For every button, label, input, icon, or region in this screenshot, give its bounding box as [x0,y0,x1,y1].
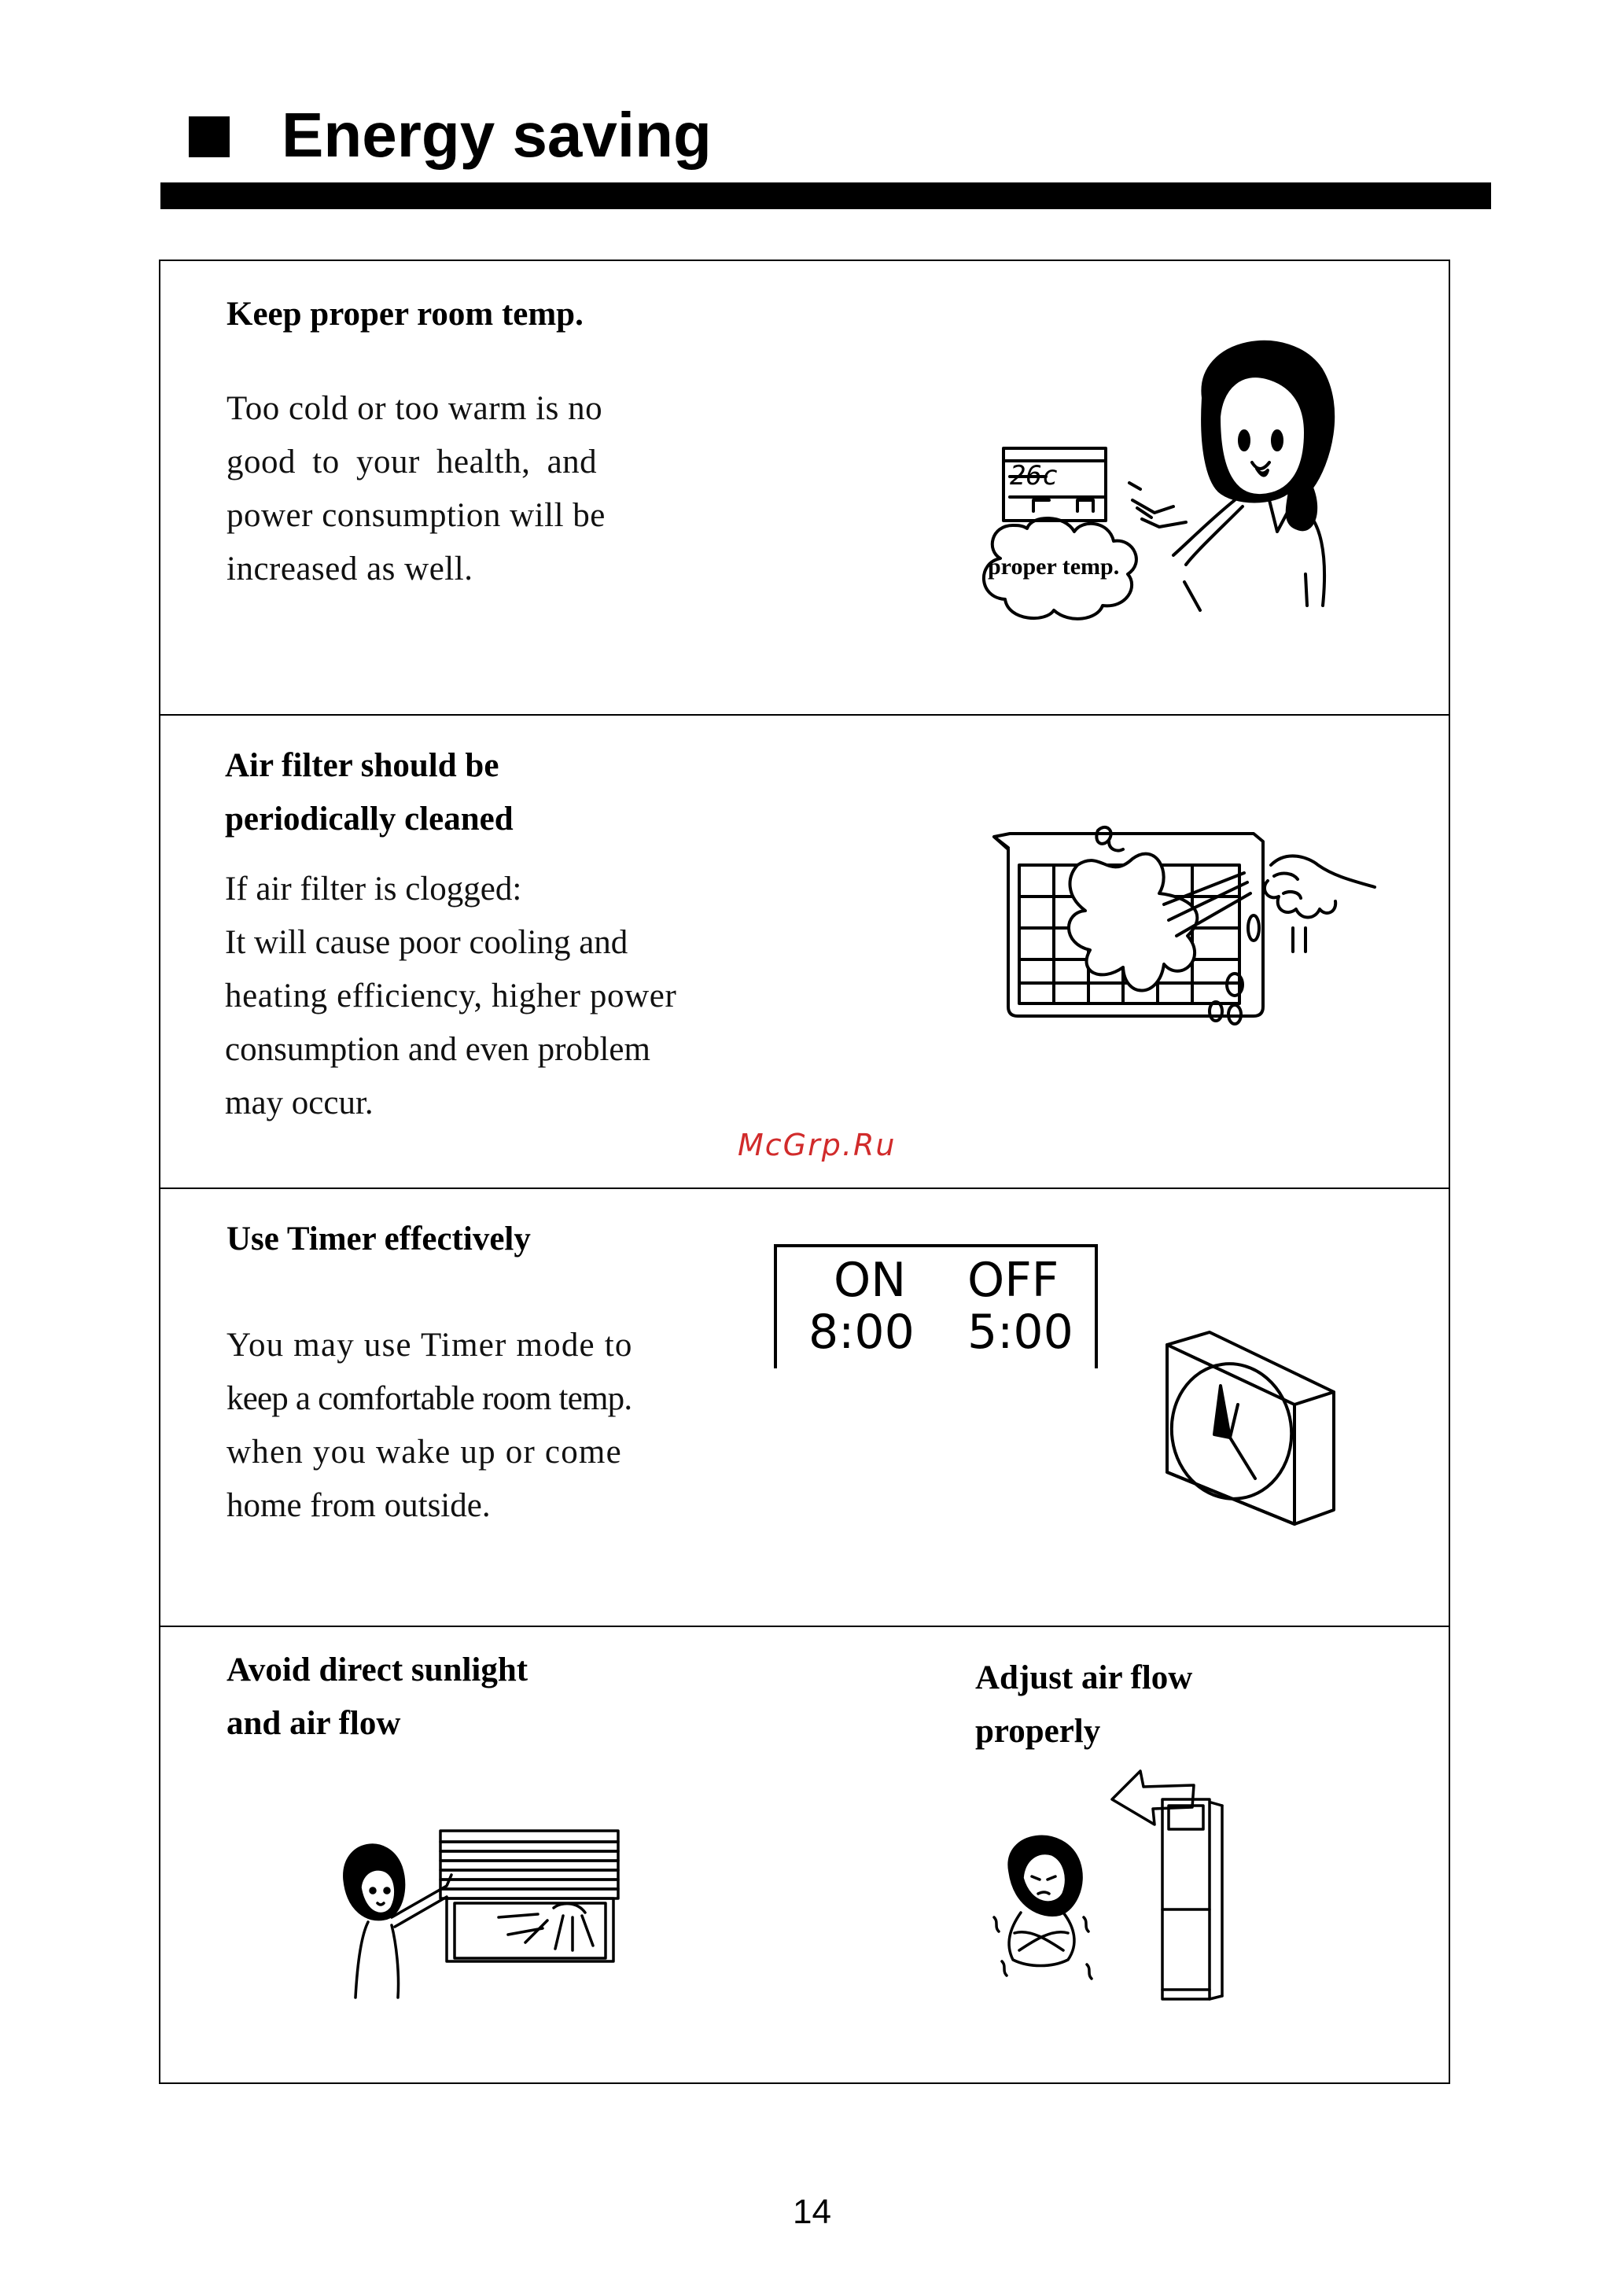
body-line: You may use Timer mode to [226,1327,633,1364]
body-line: good to your health, and [226,444,598,481]
section-heading-sunlight [226,1644,528,1751]
timer-off-time: 5:00 [967,1305,1073,1360]
timer-on-label: ON [834,1253,907,1308]
heading-line: Keep proper room temp. [226,296,584,333]
body-line: heating efficiency, higher power [225,978,677,1014]
section-divider [160,1626,1449,1627]
body-line: keep a comfortable room temp. [226,1380,632,1417]
body-line: If air filter is clogged: [225,871,522,908]
section-heading-air-filter [225,739,514,846]
cold-girl-air-conditioner-icon [986,1768,1269,2012]
girl-pointing-at-thermostat-icon [959,322,1353,637]
body-line: increased as well. [226,550,473,587]
body-line: power consumption will be [226,497,606,534]
section-divider [160,714,1449,716]
timer-off-label: OFF [967,1253,1059,1308]
heading-line: properly [975,1713,1101,1750]
body-line: when you wake up or come [226,1434,622,1471]
title-rule [160,182,1491,209]
body-line: may occur. [225,1084,374,1121]
section-divider [160,1188,1449,1189]
body-line: It will cause poor cooling and [225,924,628,961]
bubble-text: proper temp. [988,554,1120,580]
title-square-icon [189,116,230,157]
section-body-air-filter [225,863,676,1130]
page-title: Energy saving [282,100,712,170]
timer-on-time: 8:00 [808,1305,915,1360]
page-number: 14 [793,2193,831,2231]
heading-line: periodically cleaned [225,801,514,838]
air-filter-washing-icon [991,818,1384,1054]
timer-clock-icon [1162,1329,1343,1534]
heading-line: Air filter should be [225,747,499,784]
section-heading-room-temp [226,288,584,341]
section-body-room-temp [226,382,606,596]
heading-line: and air flow [226,1705,401,1742]
section-heading-timer [226,1213,531,1266]
section-heading-air-flow [975,1651,1192,1758]
section-body-timer [226,1319,633,1533]
timer-display [774,1243,1104,1368]
heading-line: Use Timer effectively [226,1221,531,1257]
body-line: Too cold or too warm is no [226,390,603,427]
watermark: McGrp.Ru [738,1128,897,1162]
girl-closing-blinds-icon [337,1825,635,2005]
body-line: consumption and even problem [225,1031,650,1068]
heading-line: Avoid direct sunlight [226,1651,528,1688]
body-line: home from outside. [226,1487,491,1524]
heading-line: Adjust air flow [975,1659,1193,1696]
thermostat-display: 26c [1010,460,1059,492]
